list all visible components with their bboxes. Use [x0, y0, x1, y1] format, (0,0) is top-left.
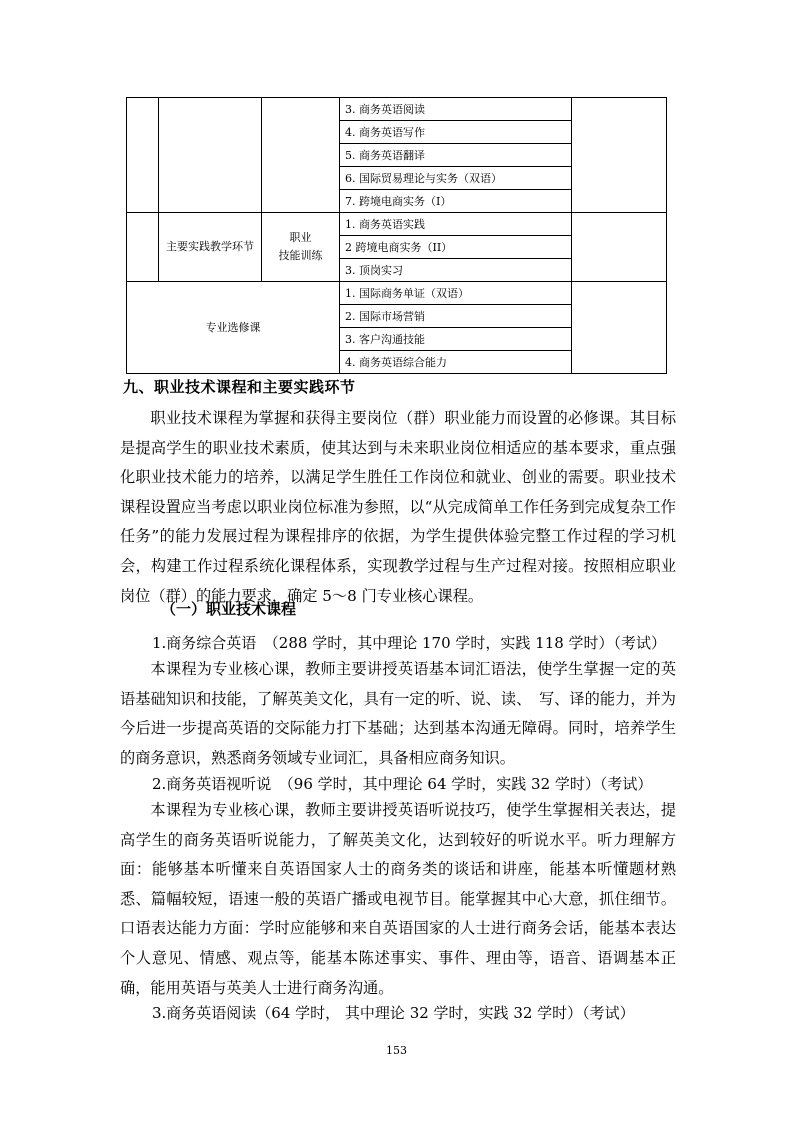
course-cell: 4. 商务英语写作 — [340, 121, 572, 144]
table-row — [127, 98, 667, 121]
course-description-block — [120, 655, 676, 773]
page-number: 153 — [386, 1044, 407, 1057]
table-cell-empty — [572, 98, 667, 213]
table-row — [127, 213, 667, 236]
course-description-block — [120, 796, 676, 1003]
section-heading: 九、职业技术课程和主要实践环节 — [123, 378, 356, 396]
module-label-line2: 技能训练 — [278, 249, 323, 262]
table-cell-empty — [159, 98, 262, 213]
course-cell: 3. 商务英语阅读 — [340, 98, 572, 121]
intro-paragraph: 职业技术课程为掌握和获得主要岗位（群）职业能力而设置的必修课。其目标是提高学生的职业技术素质，使其达到与未来职业岗位相适应的基本要求，重点强化职业技术能力的培养，以满足学生胜任工作岗位和就业、创业的需要。职业技术课程设置应当考虑以职业岗位标准为参照，以“从完成简单工作任务到完成复杂工作任务”的能力发展过程为课程排序的依据，为学生提供体验完整工作过程的学习机会，构建工作过程系统化课程体系，实现教学过程与生产过程对接。按照相应职业岗位（群）的能力要求，确定 5～8 门专业核心课程。 — [120, 409, 676, 605]
category-cell — [159, 213, 262, 282]
intro-block — [120, 404, 676, 611]
course-heading: 1.商务综合英语 （288 学时，其中理论 170 学时，实践 118 学时）（考试） — [152, 634, 667, 652]
course-cell: 6. 国际贸易理论与实务（双语） — [340, 167, 572, 190]
course-cell: 1. 商务英语实践 — [340, 213, 572, 236]
category-label: 专业选修课 — [205, 320, 261, 334]
subsection-heading: （一）职业技术课程 — [161, 600, 297, 618]
course-cell: 3. 客户沟通技能 — [340, 328, 572, 351]
course-cell: 2. 国际市场营销 — [340, 305, 572, 328]
table-cell-empty — [572, 282, 667, 374]
course-cell: 1. 国际商务单证（双语） — [340, 282, 572, 305]
curriculum-table — [126, 97, 667, 374]
course-cell: 5. 商务英语翻译 — [340, 144, 572, 167]
course-description: 本课程为专业核心课，教师主要讲授英语听说技巧，使学生掌握相关表达，提高学生的商务英语听说能力，了解英美文化，达到较好的听说水平。听力理解方面：能够基本听懂来自英语国家人士的商务类的谈话和讲座，能基本听懂题材熟悉、篇幅较短，语速一般的英语广播或电视节目。能掌握其中心大意，抓住细节。口语表达能力方面：学时应能够和来自英语国家的人士进行商务会话，能基本表达个人意见、情感、观点等，能基本陈述事实、事件、理由等，语音、语调基本正确，能用英语与英美人士进行商务沟通。 — [120, 801, 676, 997]
table-cell-empty — [262, 98, 340, 213]
category-label: 主要实践教学环节 — [166, 240, 254, 253]
table-cell-empty — [572, 213, 667, 282]
module-cell — [262, 213, 340, 282]
course-description: 本课程为专业核心课，教师主要讲授英语基本词汇语法，使学生掌握一定的英语基础知识和技能，了解英美文化，具有一定的听、说、读、 写、译的能力，并为今后进一步提高英语的交际能力打下基础；达到基本沟通无障碍。同时，培养学生的商务意识，熟悉商务领域专业词汇，具备相应商务知识。 — [120, 660, 676, 767]
table-cell-empty — [127, 98, 159, 213]
course-cell: 2 跨境电商实务（II） — [340, 236, 572, 259]
course-heading: 3.商务英语阅读（64 学时， 其中理论 32 学时，实践 32 学时）（考试） — [152, 1004, 635, 1022]
table-row — [127, 282, 667, 305]
elective-category-cell — [127, 282, 340, 374]
course-heading: 2.商务英语视听说 （96 学时，其中理论 64 学时，实践 32 学时）（考试） — [152, 775, 653, 793]
module-label-line1: 职业 — [289, 231, 312, 244]
course-cell: 3. 顶岗实习 — [340, 259, 572, 282]
course-cell: 7. 跨境电商实务（I） — [340, 190, 572, 213]
course-cell: 4. 商务英语综合能力 — [340, 351, 572, 374]
table-cell-empty — [127, 213, 159, 282]
